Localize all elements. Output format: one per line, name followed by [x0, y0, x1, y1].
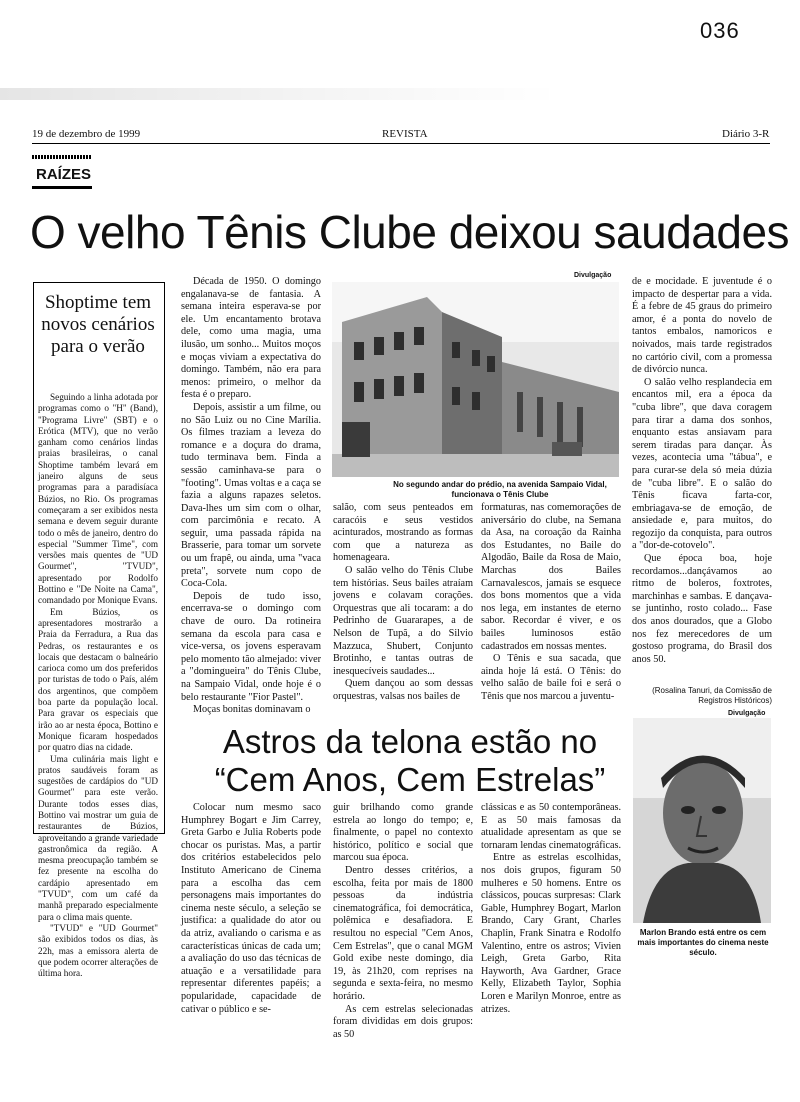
- article-signature: (Rosalina Tanuri, da Comissão de Registros Históricos): [652, 686, 772, 705]
- paragraph: formaturas, nas comemorações de aniversário do clube, na Semana da Asa, na coroação da Rainha dos Estudantes, no Baile do Algodão, Baile da Rosa de Maio, Marchas dos Bailes Carnavalescos, jamais se esquece dos bons momentos que a vida nos lega, em instantes de eterno sabor. Recordar é viver, e os bailes luminosos estão cadastrados em nossas mentes.: [481, 502, 621, 652]
- sidebar-body: [38, 392, 158, 979]
- second-article-col2: [333, 802, 473, 1040]
- section-header: REVISTA: [382, 128, 428, 140]
- main-article-col2: [333, 502, 473, 712]
- paragraph: O salão velho do Tênis Clube tem histórias. Seus bailes atraíam jovens e colavam corações. Orquestras que ali tocaram: a do Pedrinho de Guararapes, a de Nelson de Tupã, a do Silvio Mazzuca, Shubert, Conjunto Brotinho, e tantas outras de inesquecíveis saudades...: [333, 564, 473, 677]
- edition-label: Diário 3-R: [722, 128, 770, 140]
- section-tag: RAÍZES: [36, 166, 92, 183]
- second-headline-line1: Astros da telona estão no: [222, 723, 598, 760]
- second-article-col3: [481, 802, 622, 1015]
- photo2-caption: Marlon Brando está entre os cem mais importantes do cinema neste século.: [637, 928, 769, 957]
- header-rule: [32, 143, 770, 144]
- second-article-col1: [181, 802, 321, 1015]
- sidebar-paragraph: Seguindo a linha adotada por programas como o "H" (Band), "Programa Livre" (SBT) e o Erótica (MTV), que no verão ganham como cenários lindas praias brasileiras, o canal Shoptime também levará em janeiro alguns de seus programas para a paradisíaca Búzios, no Rio. Os programas começaram a ser exibidos nesta semana e devem seguir durante todo o mês de janeiro, dentro do especial "Summer Time", com versões mais quentes de "UD Gourmet", "TVUD", apresentado por Rodolfo Bottino e "De Noite na Cama", comandado por Monique Evans.: [38, 392, 158, 606]
- paragraph: O salão velho resplandecia em encantos mil, era a época da "cuba libre", que dava coragem para tirar a dama dos sonhos, enquanto estas ansiavam para serem tiradas para dançar. Às vezes, acontecia uma "tábua", e para curar-se dela só meia dúzia de "cuba libre". E o salão do Tênis ficava farta-cor, embriagava-se de emoção, de ansiedade e, para muitos, do regozijo da conquista, para outros a "dor-de-cotovelo".: [632, 376, 772, 552]
- main-article-col4: [632, 276, 772, 684]
- sidebar-paragraph: "TVUD" e "UD Gourmet" são exibidos todos os dias, às 22h, mas a emissora alerta de que podem ocorrer alterações de última hora.: [38, 922, 158, 979]
- paragraph: Depois de tudo isso, encerrava-se o domingo com chave de ouro. Da rotineira semana da escola para casa e vice-versa, os jovens esperavam pelo momento tão almejado: viver a "domingueira" do Tênis Clube, na Sampaio Vidal, onde hoje é o belo restaurante "Fior Pastel".: [181, 590, 321, 703]
- main-article-col1: [181, 276, 321, 716]
- sidebar-paragraph: Uma culinária mais light e pratos saudáveis foram as sugestões de cardápios do "UD Gourmet" para este verão. Durante todos esses dias, Bottino vai mostrar um guia de restaurantes de Búzios, aproveitando a grande variedade gastronômica da região. A mesma preocupação também se fez presente na escolha do cardápio apresentado em "TVUD", com um café da manhã preparado especialmente para o clima mais quente.: [38, 753, 158, 922]
- photo-caption: No segundo andar do prédio, na avenida Sampaio Vidal, funcionava o Tênis Clube: [393, 480, 607, 499]
- paragraph: Entre as estrelas escolhidas, nos dois grupos, figuram 50 mulheres e 50 homens. Entre os clássicos, poucas surpresas: Clark Gable, Humphrey Bogart, Marlon Brando, Cary Grant, Charles Chaplin, Frank Sinatra e Rodolfo Valentino, entre os astros; Vivien Leigh, Greta Garbo, Rita Hayworth, Ava Gardner, Grace Kelly, Elizabeth Taylor, Sophia Loren e Marilyn Monroe, entre as atrizes.: [481, 852, 621, 1015]
- main-article-col3: [481, 502, 621, 712]
- paragraph: guir brilhando como grande estrela ao longo do tempo; e, finalmente, o papel no contexto histórico, político e social que marcou sua época.: [333, 802, 473, 864]
- paragraph: Moças bonitas dominavam o: [193, 704, 311, 716]
- section-underline: [32, 186, 92, 189]
- paragraph: Que época boa, hoje recordamos...dançávamos ao ritmo de boleros, foxtrotes, marchinhas e sambas. E dançava-se juntinho, rosto colado... Fase dos anos dourados, que a Globo nos fez merecedores de um gostoso programa, do Brasil dos anos 50.: [632, 553, 772, 665]
- scan-smudge: [0, 88, 560, 100]
- tennis-club-building-photo: [332, 282, 619, 477]
- photo-credit: Divulgação: [574, 272, 612, 279]
- paragraph: salão, com seus penteados em caracóis e seus vestidos acinturados, mostrando as formas com que a natureza as homenageara.: [333, 502, 473, 564]
- sidebar-title: Shoptime tem novos cenários para o verão: [41, 292, 155, 357]
- page-number: 036: [700, 18, 740, 43]
- main-headline: O velho Tênis Clube deixou saudades: [30, 206, 790, 258]
- paragraph: Quem dançou ao som dessas orquestras, valsas nos bailes de: [333, 678, 473, 702]
- paragraph: clássicas e as 50 contemporâneas. E as 50 mais famosas da atualidade apresentam as que se tornaram lendas cinematográficas.: [481, 802, 622, 851]
- second-headline: [200, 723, 620, 799]
- paragraph: O Tênis e sua sacada, que ainda hoje lá está. O Tênis: do velho salão de baile foi e será o Tênis que nos marcou a juventu-: [481, 653, 621, 702]
- paragraph: Dentro desses critérios, a escolha, feita por mais de 1800 pessoas da indústria cinematográfica, foi democrática, polêmica e desafiadora. E resultou no especial "Cem Anos, Cem Estrelas", que o canal MGM Gold exibe neste domingo, dia 19, às 21h20, com reprises na segunda e sexta-feira, no mesmo horário.: [333, 864, 473, 1002]
- paragraph: As cem estrelas selecionadas foram divididas em dois grupos: as 50: [333, 1003, 473, 1040]
- marlon-brando-photo: [633, 718, 771, 923]
- section-bar: [32, 155, 92, 159]
- sidebar-paragraph: Em Búzios, os apresentadores mostrarão a Praia da Ferradura, a Rua das Pedras, os restaurantes e os locais que destacam o balneário carioca como um dos preferidos por turistas de todo o País, além dos argentinos, que compõem boa parte da população local. Para gravar os especiais que irão ao ar nesta época, Bottino e Monique ficaram hospedados por quatro dias na cidade.: [38, 606, 158, 753]
- paragraph: de e mocidade. E juventude é o impacto de despertar para a vida. É a febre de 45 graus do primeiro amor, é a ponta do novelo de tantos embalos, namoricos e noivados, mais tarde registrados no cartório civil, com a promessa de divórcio nunca.: [632, 276, 772, 376]
- issue-date: 19 de dezembro de 1999: [32, 128, 141, 140]
- paragraph: Depois, assistir a um filme, ou no São Luiz ou no Cine Marília. Os filmes traziam a leveza do romance e a doçura do drama, tudo terminava bem. Finda a sessão caminhava-se para o "footing". Umas voltas e a caça se fazia a alguns rapazes seletos. Dava-lhes um sim com o olhar, com parcimônia e recato. A seguir, uma passada rápida na Brasserie, para tomar um sorvete ou um frapê, ou ainda, uma "vaca preta", sorvete num copo de Coca-Cola.: [181, 401, 321, 590]
- paragraph: Década de 1950. O domingo engalanava-se de fantasia. A semana inteira esperava-se por ele. Um encantamento brotava dele, como uma magia, uma ilusão, um sonho... Muitos moços e moças viviam a expectativa do domingo. Também, não era para menos: primeiro, o melhor da festa é o preparo.: [181, 276, 321, 401]
- photo2-credit: Divulgação: [728, 710, 766, 717]
- second-headline-line2: “Cem Anos, Cem Estrelas”: [214, 761, 606, 798]
- paragraph: Colocar num mesmo saco Humphrey Bogart e Jim Carrey, Greta Garbo e Julia Roberts pode chocar os puristas. Mas, a partir dos critérios estabelecidos pelo Instituto Americano de Cinema para a escolha das cem personagens mais importantes do cinema neste século, a seleção se justifica: a qualidade do ator ou da atriz, avaliando o carisma e as características únicas de cada um; a avaliação do uso das técnicas de atuação e a versatilidade para representar diferentes papéis; a popularidade, capacidade de cativar o público e se-: [181, 802, 321, 1015]
